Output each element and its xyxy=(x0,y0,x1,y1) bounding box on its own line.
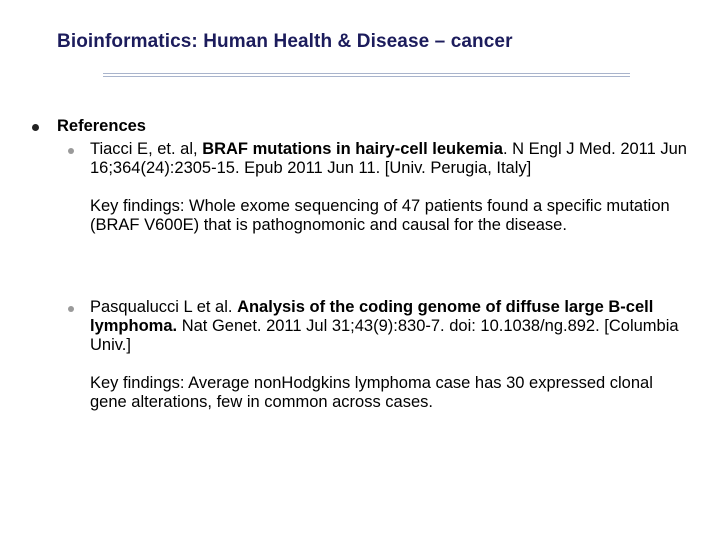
citation-authors: Pasqualucci L et al. xyxy=(90,298,238,316)
sub-bullet-icon xyxy=(68,306,74,312)
slide-title: Bioinformatics: Human Health & Disease – cancer xyxy=(57,31,513,52)
key-findings: Key findings: Average nonHodgkins lymphoma case has 30 expressed clonal gene alterations, few in common across cases. xyxy=(90,374,653,411)
title-divider-bottom xyxy=(103,76,630,77)
title-divider-top xyxy=(103,73,630,74)
section-heading: References xyxy=(57,117,146,135)
citation-authors: Tiacci E, et. al, xyxy=(90,140,203,158)
citation-source: . N Engl J Med. 2011 Jun 16;364(24):2305-15. Epub 2011 Jun 11. [Univ. Perugia, Italy] xyxy=(90,140,687,177)
citation-title: Analysis of the coding genome of diffuse large B-cell lymphoma. xyxy=(90,298,654,335)
reference-citation xyxy=(90,140,690,178)
reference-citation xyxy=(90,298,690,355)
citation-title: BRAF mutations in hairy-cell leukemia xyxy=(202,140,503,158)
citation-source: Nat Genet. 2011 Jul 31;43(9):830-7. doi: 10.1038/ng.892. [Columbia Univ.] xyxy=(90,317,679,354)
bullet-icon xyxy=(32,124,39,131)
key-findings: Key findings: Whole exome sequencing of 47 patients found a specific mutation (BRAF V600E) that is pathognomonic and causal for the disease. xyxy=(90,197,670,234)
reference-item xyxy=(90,298,690,412)
reference-item xyxy=(90,140,690,235)
sub-bullet-icon xyxy=(68,148,74,154)
